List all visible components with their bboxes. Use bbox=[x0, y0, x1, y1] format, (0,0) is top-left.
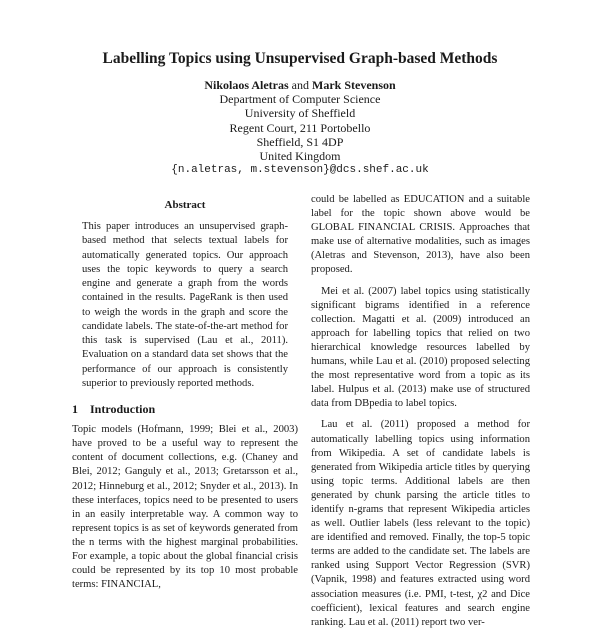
paper-title: Labelling Topics using Unsupervised Graph-based Methods bbox=[102, 50, 498, 67]
right-column bbox=[311, 193, 530, 630]
author-names bbox=[0, 78, 600, 92]
affiliation-city: Sheffield, S1 4DP bbox=[256, 134, 344, 149]
affiliation-department: Department of Computer Science bbox=[219, 92, 381, 107]
right-paragraph-2: Mei et al. (2007) label topics using statistically significant bigrams identified in a reference collection. Magatti et al. (2009) introduced an approach for labelling topics that relied on two hierarchical knowledge resources labelled by humans, while Lau et al. (2010) proposed selecting the most representative word from a topic as its label. Hulpus et al. (2013) make use of structured data from DBpedia to label topics. bbox=[311, 285, 530, 410]
affiliation-university: University of Sheffield bbox=[244, 106, 356, 121]
author-2: Mark Stevenson bbox=[312, 78, 396, 92]
affiliation-street: Regent Court, 211 Portobello bbox=[229, 120, 371, 135]
author-block bbox=[0, 78, 600, 177]
affiliation-country: United Kingdom bbox=[259, 149, 341, 164]
author-emails: {n.aletras, m.stevenson}@dcs.shef.ac.uk bbox=[171, 164, 429, 177]
author-conjunction: and bbox=[291, 78, 309, 92]
introduction-paragraph: Topic models (Hofmann, 1999; Blei et al., 2003) have proved to be a useful way to represent the content of document collections, e.g. (Chaney and Blei, 2012; Ganguly et al., 2013; Gretarsson et al., 2012; Hinneburg et al., 2012; Snyder et al., 2013). In these interfaces, topics need to be presented to users in an easily interpretable way. A common way to represent topics is as set of keywords generated from the n terms with the highest marginal probabilities. For example, a topic about the global financial crisis could be represented by its top 10 most probable terms: FINANCIAL, bbox=[72, 424, 298, 591]
section-number: 1 bbox=[72, 402, 78, 417]
section-title: Introduction bbox=[90, 402, 156, 417]
right-paragraph-1: could be labelled as EDUCATION and a suitable label for the topic shown above would be GLOBAL FINANCIAL CRISIS. Approaches that make use of alternative modalities, such as images (Aletras and Stevenson, 2013), have also been proposed. bbox=[311, 194, 530, 276]
author-1: Nikolaos Aletras bbox=[204, 78, 289, 92]
abstract-text: This paper introduces an unsupervised graph-based method that selects textual labels for automatically generated topics. Our approach uses the topic keywords to query a search engine and generate a graph from the words contained in the results. PageRank is then used to weigh the words in the graph and score the candidate labels. The state-of-the-art method for this task is supervised (Lau et al., 2011). Evaluation on a standard data set shows that the performance of our approach is consistently superior to previously reported methods. bbox=[82, 221, 288, 389]
right-paragraph-3: Lau et al. (2011) proposed a method for automatically labelling topics using information from Wikipedia. A set of candidate labels is generated from Wikipedia article titles by querying using topic terms. Additional labels are then generated by chunk parsing the article titles to identify n-grams that represent Wikipedia articles as well. Outlier labels (less relevant to the topic) are identified and removed. Finally, the top-5 topic terms are added to the candidate set. The labels are ranked using Support Vector Regression (SVR) (Vapnik, 1998) and features extracted using word association measures (i.e. PMI, t-test, χ2 and Dice coefficient), lexical features and search engine ranking. Lau et al. (2011) report two ver- bbox=[311, 419, 530, 628]
abstract-heading: Abstract bbox=[164, 199, 206, 211]
section-heading-introduction bbox=[72, 402, 298, 416]
left-column bbox=[72, 198, 298, 592]
